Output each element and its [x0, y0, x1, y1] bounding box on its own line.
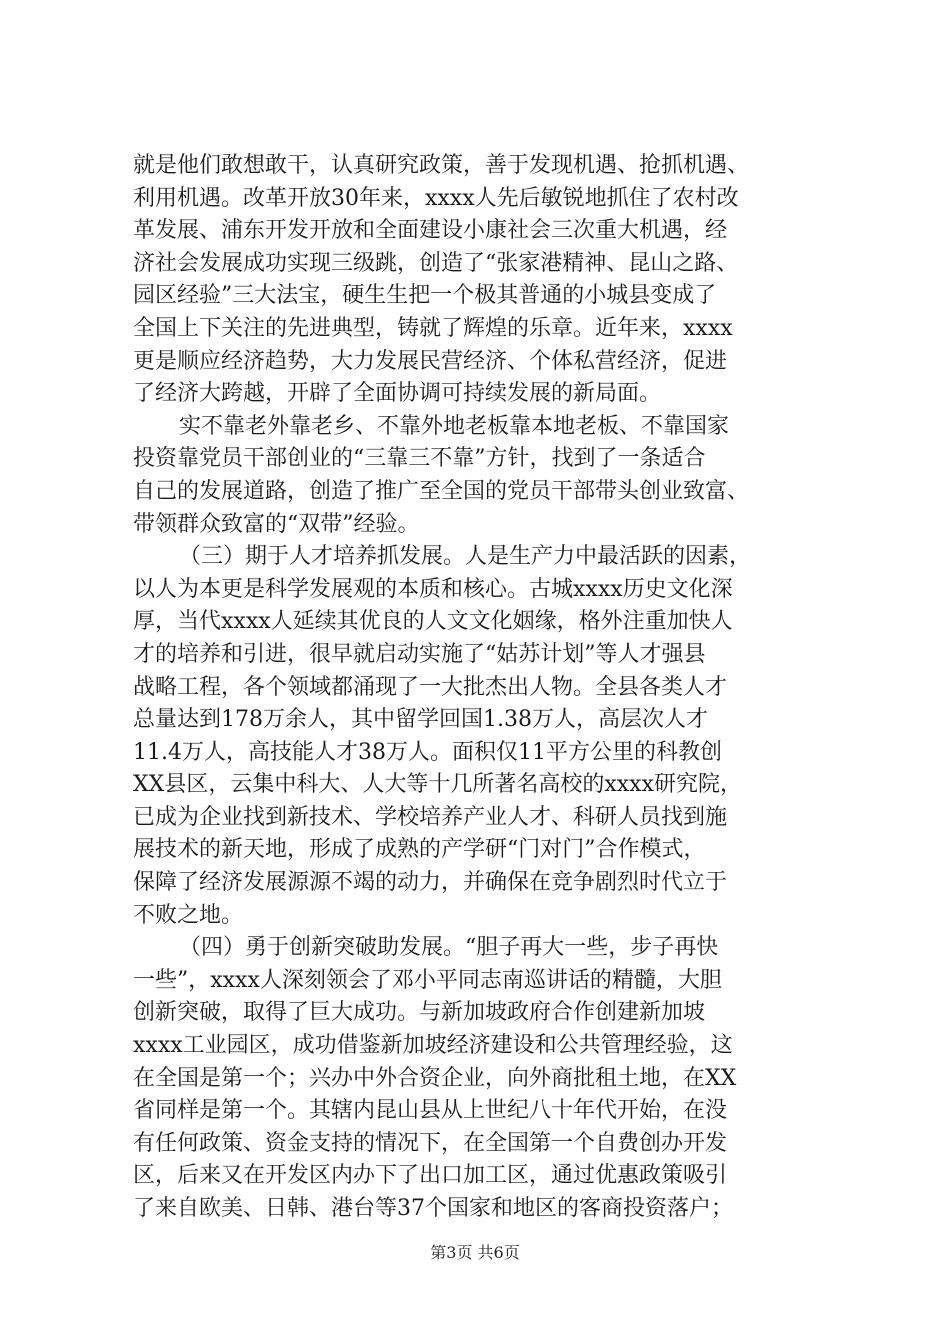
text-line: 带领群众致富的“双带”经验。 — [133, 511, 420, 537]
text-line: 11.4万人，高技能人才38万人。面积仅11平方公里的科教创 — [133, 739, 722, 765]
document-body — [133, 150, 823, 1226]
paragraph — [133, 411, 823, 541]
text-line: 以人为本更是科学发展观的本质和核心。古城xxxx历史文化深 — [133, 576, 733, 602]
text-line: 自己的发展道路，创造了推广至全国的党员干部带头创业致富、 — [133, 478, 750, 504]
text-line: 实不靠老外靠老乡、不靠外地老板靠本地老板、不靠国家 — [179, 413, 730, 439]
text-line: 革发展、浦东开发开放和全面建设小康社会三次重大机遇，经 — [133, 218, 728, 244]
text-line: 展技术的新天地，形成了成熟的产学研“门对门”合作模式， — [133, 837, 706, 863]
text-line: 才的培养和引进，很早就启动实施了“姑苏计划”等人才强县 — [133, 641, 706, 667]
text-line: 厚，当代xxxx人延续其优良的人文文化姻缘，格外注重加快人 — [133, 609, 733, 635]
text-line: 就是他们敢想敢干，认真研究政策，善于发现机遇、抢抓机遇、 — [133, 153, 750, 178]
text-line: 省同样是第一个。其辖内昆山县从上世纪八十年代开始，在没 — [133, 1098, 728, 1124]
text-line: 全国上下关注的先进典型，铸就了辉煌的乐章。近年来，xxxx — [133, 315, 733, 341]
text-line: 投资靠党员干部创业的“三靠三不靠”方针，找到了一条适合 — [133, 446, 706, 472]
text-line: XX县区，云集中科大、人大等十几所著名高校的xxxx研究院， — [133, 772, 742, 798]
text-line: 一些”，xxxx人深刻领会了邓小平同志南巡讲话的精髓，大胆 — [133, 967, 722, 993]
text-line: 创新突破，取得了巨大成功。与新加坡政府合作创建新加坡 — [133, 1000, 706, 1026]
text-line: 园区经验”三大法宝，硬生生把一个极其普通的小城县变成了 — [133, 283, 717, 309]
text-line: （四）勇于创新突破助发展。“胆子再大一些，步子再快 — [179, 935, 719, 961]
text-line: 在全国是第一个；兴办中外合资企业，向外商批租土地，在XX — [133, 1065, 737, 1091]
text-line: 了来自欧美、日韩、港台等37个国家和地区的客商投资落户； — [133, 1196, 733, 1221]
text-line: xxxx工业园区，成功借鉴新加坡经济建设和公共管理经验，这 — [133, 1033, 733, 1059]
text-line: 战略工程，各个领域都涌现了一大批杰出人物。全县各类人才 — [133, 674, 728, 700]
text-line: 总量达到178万余人，其中留学回国1.38万人，高层次人才 — [133, 707, 708, 733]
text-line: 济社会发展成功实现三级跳，创造了“张家港精神、昆山之路、 — [133, 250, 739, 276]
text-line: 保障了经济发展源源不竭的动力，并确保在竞争剧烈时代立于 — [133, 870, 728, 896]
text-line: 利用机遇。改革开放30年来，xxxx人先后敏锐地抓住了农村改 — [133, 185, 739, 211]
text-line: 更是顺应经济趋势，大力发展民营经济、个体私营经济，促进 — [133, 348, 728, 374]
paragraph — [133, 932, 823, 1225]
page-footer — [0, 1243, 950, 1263]
text-line: 了经济大跨越，开辟了全面协调可持续发展的新局面。 — [133, 381, 662, 407]
text-line: 不败之地。 — [133, 902, 244, 928]
paragraph — [133, 150, 823, 411]
text-line: 有任何政策、资金支持的情况下，在全国第一个自费创办开发 — [133, 1130, 728, 1156]
text-line: 区，后来又在开发区内办下了出口加工区，通过优惠政策吸引 — [133, 1163, 728, 1189]
text-line: （三）期于人才培养抓发展。人是生产力中最活跃的因素， — [179, 544, 752, 570]
text-line: 已成为企业找到新技术、学校培养产业人才、科研人员找到施 — [133, 804, 728, 830]
page-number-label: 第3页 共6页 — [430, 1243, 520, 1262]
paragraph — [133, 541, 823, 932]
